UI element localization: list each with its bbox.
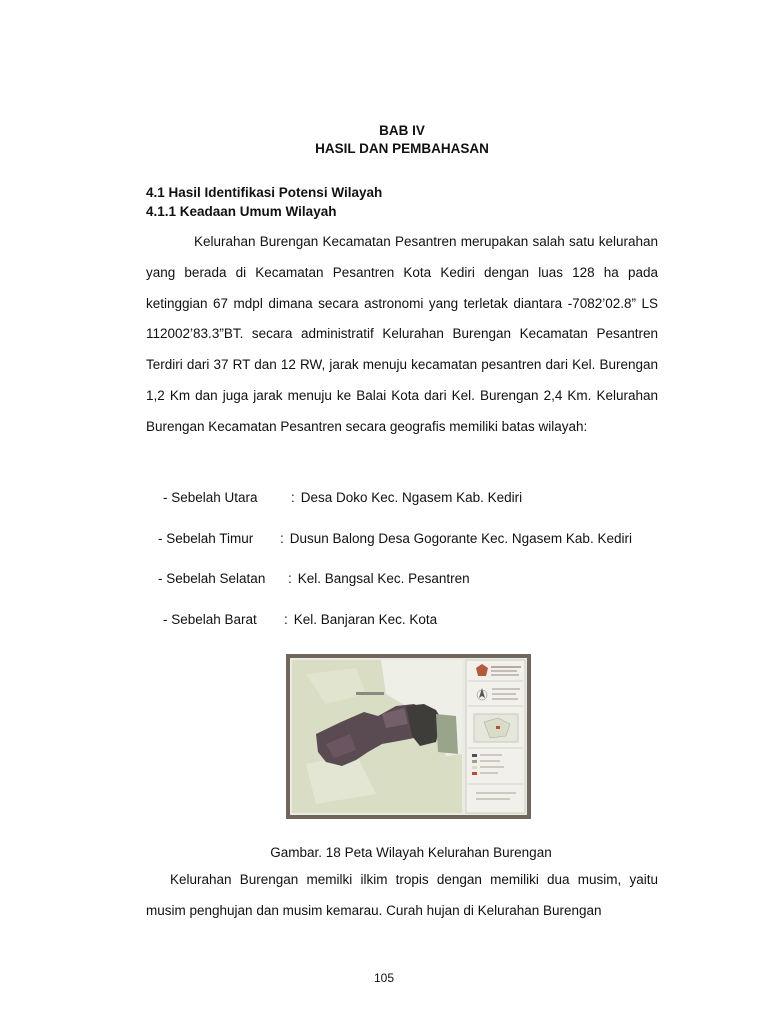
chapter-heading (146, 122, 658, 158)
boundary-south (158, 570, 470, 588)
climate-paragraph (146, 865, 658, 926)
intro-paragraph (146, 227, 658, 443)
boundary-south-value: Kel. Bangsal Kec. Pesantren (297, 571, 470, 586)
boundary-west-value: Kel. Banjaran Kec. Kota (293, 612, 438, 627)
boundary-east (158, 530, 632, 548)
boundary-south-label: - Sebelah Selatan (158, 571, 266, 586)
figure-caption: Gambar. 18 Peta Wilayah Kelurahan Burengan (270, 845, 552, 860)
boundary-north-value: Desa Doko Kec. Ngasem Kab. Kediri (300, 490, 523, 505)
boundary-south-colon: : (288, 571, 292, 586)
boundary-east-label: - Sebelah Timur (158, 531, 254, 546)
boundary-west-colon: : (284, 612, 288, 627)
climate-paragraph-text: Kelurahan Burengan memilki ilkim tropis dengan memiliki dua musim, yaitu musim penghujan dan musim kemarau. Curah hujan di Kelurahan Burengan (146, 872, 658, 918)
intro-paragraph-text: Kelurahan Burengan Kecamatan Pesantren merupakan salah satu kelurahan yang berada di Kecamatan Pesantren Kota Kediri dengan luas 128 ha pada ketinggian 67 mdpl dimana secara astronomi yang terletak diantara -7082’02.8” LS 112002’83.3”BT. secara administratif Kelurahan Burengan Kecamatan Pesantren Terdiri dari 37 RT dan 12 RW, jarak menuju kecamatan pesantren dari Kel. Burengan 1,2 Km dan juga jarak menuju ke Balai Kota dari Kel. Burengan 2,4 Km. Kelurahan Burengan Kecamatan Pesantren secara geografis memiliki batas wilayah: (146, 234, 658, 434)
boundary-east-colon: : (280, 531, 284, 546)
boundary-north-colon: : (291, 490, 295, 505)
page-number: 105 (373, 971, 395, 985)
boundary-east-value: Dusun Balong Desa Gogorante Kec. Ngasem Kab. Kediri (289, 531, 632, 546)
boundary-west (163, 611, 437, 629)
subsection-heading: 4.1.1 Keadaan Umum Wilayah (146, 204, 337, 219)
chapter-number: BAB IV (379, 123, 425, 138)
map-image (286, 654, 531, 819)
boundary-north (163, 489, 522, 507)
chapter-title: HASIL DAN PEMBAHASAN (315, 141, 489, 156)
section-heading: 4.1 Hasil Identifikasi Potensi Wilayah (146, 185, 383, 200)
map-illustration (286, 654, 531, 819)
boundary-north-label: - Sebelah Utara (163, 490, 258, 505)
boundary-west-label: - Sebelah Barat (163, 612, 257, 627)
